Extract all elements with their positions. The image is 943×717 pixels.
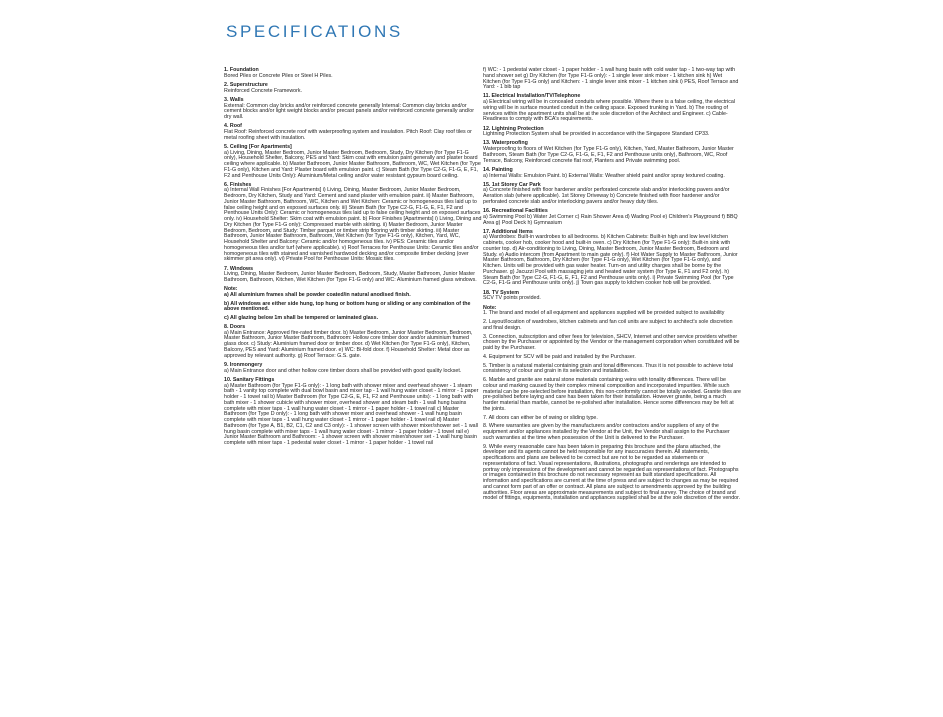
spec-section-heading: 15. 1st Storey Car Park bbox=[483, 181, 541, 188]
spec-section bbox=[483, 183, 741, 206]
spec-section bbox=[483, 168, 741, 180]
spec-section-text: SCV TV points provided. bbox=[483, 295, 541, 302]
note-item: b) All windows are either side hung, top hung or bottom hung or sliding or any combination of the above mentioned. bbox=[224, 300, 471, 313]
spec-section-text: a) Internal Walls: Emulsion Paint. b) External Walls: Weather shield paint and/or spray textured coating. bbox=[483, 172, 725, 179]
note-item: 5. Timber is a natural material containing grain and tonal differences. Thus it is not possible to achieve total consistency of colour and grain in its selection and installation. bbox=[483, 362, 734, 375]
spec-section bbox=[483, 127, 741, 139]
spec-section-text: Bored Piles or Concrete Piles or Steel H Piles. bbox=[224, 72, 333, 79]
spec-section-heading: 1. Foundation bbox=[224, 67, 259, 73]
note-item: a) All aluminium frames shall be powder coated/in natural anodised finish. bbox=[224, 291, 411, 298]
spec-section-text: a) Living, Dining, Master Bedroom, Junior Master Bedroom, Bedroom, Study, Dry Kitchen (for Type F1-G only), Household Shelter, Balcony, PES and Yard: Skim coat with emulsion paint generally and plaster board ceiling where applicable. b) Master Bathroom, Junior Master Bathroom, Bathroom, WC, Wet Kitchen (for Type F1-G only), Kitchen and Yard: Plaster board with emulsion paint. c) Steam Bath (for Type C2-G, F1-G, E, F1, F2 and Penthouse Units Only): Aluminium/Metal ceiling and/or water resistant gypsum board ceiling. bbox=[224, 149, 481, 179]
spec-section-text: a) Main Entrance: Approved fire-rated timber door. b) Master Bedroom, Junior Master Bedroom, Bedroom, Master Bathroom, Junior Master Bathroom, Bathroom: Hollow core timber door and/or aluminium framed glass door. c) Study: Aluminium framed door or timber door. d) Wet Kitchen (for Type F1-G only), Kitchen, Balcony, PES and Yard: Aluminium framed door. e) WC: Bi-fold door. f) Household Shelter: Metal door as approved by relevant authority. g) Roof Terrace: G.S. gate. bbox=[224, 329, 473, 359]
spec-section-heading: 8. Doors bbox=[224, 323, 246, 330]
spec-section-text: a) Swimming Pool b) Water Jet Corner c) Rain Shower Area d) Wading Pool e) Children's Playground f) BBQ Area g) Pool Deck h) Gymnasium bbox=[483, 213, 738, 226]
spec-section-text: Lightning Protection System shall be provided in accordance with the Singapore Standard CP33. bbox=[483, 131, 710, 138]
spec-section-heading: 5. Ceiling [For Apartments] bbox=[224, 143, 292, 150]
note-item: 7. All doors can either be of swing or sliding type. bbox=[483, 414, 598, 421]
spec-section bbox=[224, 145, 482, 180]
windows-note-label: Note: bbox=[224, 286, 238, 293]
spec-section bbox=[224, 68, 482, 80]
spec-section-heading: 3. Walls bbox=[224, 96, 244, 103]
spec-section-heading: 12. Lightning Protection bbox=[483, 125, 544, 132]
spec-section bbox=[483, 94, 741, 123]
spec-section-heading: 16. Recreational Facilities bbox=[483, 208, 548, 215]
spec-section-text: a) Master Bathroom (for Type F1-G only): - 1 long bath with shower mixer and overhead shower - 1 steam bath - 1 vanity top complete with dual bowl basin and mixer tap - 1 wall hung water closet - 1 mirror - 1 paper holder - 1 towel rail b) Master Bathroom (for Type C2-G, E, F1, F2 and Penthouse units): - 1 long bath with bath mixer - 1 shower cubicle with shower mixer, overhead shower and steam bath - 1 wall hung basins complete with mixer taps - 1 wall hung water closet - 1 mirror - 1 paper holder - 1 towel rail c) Master Bathroom (for Type D only): - 1 long bath with shower mixer and overhead shower - 1 wall hung basin complete with mixer taps - 1 wall hung water closet - 1 mirror - 1 paper holder - 1 towel rail d) Master Bathroom (for Type A, B1, B2, C1, C2 and C3 only): - 1 shower screen with shower mixer/shower set - 1 wall hung basin complete with mixer taps - 1 wall hung water closet - 1 mirror - 1 paper holder - 1 towel rail e) Junior Master Bathroom and Bathroom: - 1 shower screen with shower mixer/shower set - 1 wall hung basin complete with mixer taps - 1 pedestal water closet - 1 mirror - 1 paper holder - 1 towel rail bbox=[224, 382, 479, 447]
spec-section-text: Reinforced Concrete Framework. bbox=[224, 87, 303, 94]
spec-section bbox=[483, 291, 741, 303]
spec-section-heading: 10. Sanitary Fittings bbox=[224, 376, 275, 383]
right-column bbox=[483, 68, 741, 505]
spec-section-heading: 2. Superstructure bbox=[224, 81, 268, 88]
spec-section-text: a) Main Entrance door and other hollow core timber doors shall be provided with good quality lockset. bbox=[224, 367, 462, 374]
note-item: 4. Equipment for SCV will be paid and installed by the Purchaser. bbox=[483, 353, 636, 360]
note-item: 9. While every reasonable care has been taken in preparing this brochure and the plans attached, the developer and its agents cannot be held responsible for any inaccuracies therein. All statements, specifications and plans are believed to be correct but are not to be regarded as statements or representations of fact. Visual representations, illustrations, photographs and renderings are intended to portray only impressions of the development and cannot be regarded as representations of fact. Photographs or images contained in this brochure do not necessary represent as built standard specifications. All information and specifications are current at the time of press and are subject to changes as may be required and cannot form part of an offer or contract. All plans are subject to amendments approved by the building authorities. Floor areas are approximate measurements and subject to final survey. The choice of brand and model of fittings, equipments, installation and appliances supplied shall be at the sole discretion of the vendor. bbox=[483, 443, 741, 502]
spec-section-text: a) Wardrobes: Built-in wardrobes to all bedrooms. b) Kitchen Cabinets: Built-in high and low level kitchen cabinets, cooker hob, cooker hood and built-in oven. c) Dry Kitchen (for Type F1-G only): Built-in sink with counter top. d) Air-conditioning to Living, Dining, Master Bedroom, Junior Master Bedroom, Bedroom and Study. e) Audio intercom (from Apartment to main gate only). f) Hot Water Supply to Master Bathroom, Junior Master Bathroom, Bathroom, Dry Kitchen (for Type F1-G only), Wet Kitchen (for Type F1-G only), and Kitchen. Units will be provided with gas water heater. Turn-on and utility charges shall be borne by the Purchaser. g) Jacuzzi Pool with massaging jets and heated water system (for Type E, F1 and F2 only). h) Steam Bath (for Type C2-G, F1-G, E, F1, F2 and Penthouse units only). i) Private Swimming Pool (for Type C2-G, F1-G and Penthouse units only). j) Town gas supply to kitchen cooker hob will be provided. bbox=[483, 234, 738, 287]
spec-section bbox=[483, 68, 741, 91]
spec-section bbox=[483, 209, 741, 226]
spec-section-heading: 18. TV System bbox=[483, 289, 519, 296]
spec-section-heading: 11. Electrical Installation/TV/Telephone bbox=[483, 93, 581, 100]
page-title: SPECIFICATIONS bbox=[226, 22, 403, 41]
spec-section bbox=[483, 230, 741, 288]
note-item: 3. Connection, subscription and other fees for television, SHCV, Internet and other service providers whether chosen by the Purchaser or appointed by the Vendor or the management corporation when constituted will be paid by the Purchaser. bbox=[483, 333, 740, 352]
spec-section-heading: 6. Finishes bbox=[224, 181, 252, 188]
spec-section bbox=[224, 98, 482, 121]
spec-section bbox=[483, 141, 741, 164]
note-item: 2. Layout/location of wardrobes, kitchen cabinets and fan coil units are subject to architect's sole discretion and final design. bbox=[483, 319, 733, 331]
note-item: 8. Where warranties are given by the manufacturers and/or contractors and/or suppliers of any of the equipment and/or appliances installed by the Vendor at the Unit, the Vendor shall assign to the Purchaser such warranties at the time when possession of the Unit is delivered to the Purchaser. bbox=[483, 423, 730, 441]
spec-section bbox=[224, 267, 482, 284]
spec-section-heading: 7. Windows bbox=[224, 265, 254, 272]
spec-section bbox=[224, 183, 482, 264]
spec-section bbox=[224, 378, 482, 447]
general-note-label: Note: bbox=[483, 304, 497, 311]
spec-section bbox=[224, 83, 482, 95]
spec-section-text: f) WC: - 1 pedestal water closet - 1 paper holder - 1 wall hung basin with cold water tap - 1 two-way tap with hand shower set g) Dry Kitchen (for Type F1-G only): - 1 single lever sink mixer - 1 kitchen sink h) Wet Kitchen (for Type F1-G only) and Kitchen: - 1 single lever sink mixer - 1 kitchen sink i) PES, Roof Terrace and Yard: - 1 bib tap bbox=[483, 67, 739, 91]
spec-section-heading: 9. Ironmongery bbox=[224, 361, 263, 368]
spec-section-text: Flat Roof: Reinforced concrete roof with waterproofing system and insulation. Pitch Roof: Clay roof tiles or metal roofing sheet with insulation. bbox=[224, 128, 472, 141]
spec-section-text: External: Common clay bricks and/or reinforced concrete generally Internal: Common clay bricks and/or cement blocks and/or light weight blocks and/or precast panels and/or reinforced concrete generally and/or dry wall. bbox=[224, 102, 474, 121]
spec-section-heading: 14. Painting bbox=[483, 166, 513, 173]
spec-section-text: Waterproofing to floors of Wet Kitchen (for Type F1-G only), Kitchen, Yard, Master Bathroom, Junior Master Bathroom, Steam Bath (for Type C2-G, F1-G, E, F1, F2 and Penthouse units only), Bathroom, WC, Roof Terrace, Balcony, Reinforced concrete flat roof, Planters and Private swimming pool. bbox=[483, 146, 734, 164]
spec-section-heading: 4. Roof bbox=[224, 123, 242, 130]
note-item: 6. Marble and granite are natural stone materials containing veins with tonality differences. There will be colour and marking caused by their complex mineral composition and incorporated impurities. While such material can be pre-selected before installation, this non-conformity cannot be totally avoided. Granite tiles are pre-polished before laying and care has been taken for their installation. However granite, being a much harder material than marble, cannot be re-polished after installation. Hence some differences may be felt at the joints. bbox=[483, 377, 741, 412]
spec-section-text: a) Electrical wiring will be in concealed conduits where possible. Where there is a false ceiling, the electrical wiring will be in surface mounted conduit in the ceiling space. Exposed trunking in Yard. b) The routing of services within the apartment units shall be at the sole discretion of the Architect and Engineer. c) Cable-Readiness to comply with BCA's requirements. bbox=[483, 99, 736, 123]
spec-section-heading: 17. Additional Items bbox=[483, 228, 533, 235]
spec-section-heading: 13. Waterproofing bbox=[483, 140, 528, 147]
spec-section bbox=[224, 325, 482, 360]
spec-section-text: a) Concrete finished with floor hardener and/or perforated concrete slab and/or interlocking pavers and/or Aeration slab (where applicable). 1st Storey Driveway b) Concrete finished with floor hardener and/or perforated concrete slab and/or interlocking pavers and/or heavy duty tiles. bbox=[483, 187, 730, 205]
spec-section-text: a) Internal Wall Finishes [For Apartments] i) Living, Dining, Master Bedroom, Junior Master Bedroom, Bedroom, Dry Kitchen, Study and Yard: Cement and sand plaster with emulsion paint. ii) Master Bathroom, Junior Master Bathroom, Bathroom, WC, Kitchen and Wet Kitchen: Ceramic or homogeneous tiles laid up to false ceiling height and on exposed surfaces only. iii) Steam Bath (for Type C2-G, F1-G, E, F1, F2 and Penthouse Units Only): Ceramic or homogeneous tiles laid up to false ceiling height and on exposed surfaces only. iv) Household Shelter: Skim coat with emulsion paint. b) Floor Finishes [Apartments] i) Living, Dining and Dry Kitchen (for Type F1-G only): Compressed marble with skirting. ii) Master Bedroom, Junior Master Bedroom, Bedroom, and Study: Timber parquet or timber strip flooring with timber skirting. iii) Master Bathroom, Junior Master Bathroom, Bathroom, Wet Kitchen (for Type F1-G only), Kitchen, Yard, WC, Household Shelter and Balcony: Ceramic and/or homogeneous tiles. iv) PES: Ceramic tiles and/or homogeneous tiles and/or turf (where applicable). v) Roof Terraces for Penthouse Units: Ceramic tiles and/or homogeneous tiles with stained and varnished hardwood decking and/or composite timber decking (over skimmer pit area only). vi) Private Pool for Penthouse Units: Mosaic tiles. bbox=[224, 187, 482, 263]
note-item: c) All glazing below 1m shall be tempered or laminated glass. bbox=[224, 315, 379, 322]
spec-section bbox=[224, 124, 482, 141]
note-item: 1. The brand and model of all equipment and appliances supplied will be provided subject to availability bbox=[483, 310, 725, 317]
spec-section-text: Living, Dining, Master Bedroom, Junior Master Bedroom, Bedroom, Study, Master Bathroom, Junior Master Bathroom, Bathroom, Kitchen, Wet Kitchen (for Type F1-G only) and WC: Aluminium framed glass windows. bbox=[224, 271, 477, 284]
spec-section bbox=[224, 363, 482, 375]
left-column bbox=[224, 68, 482, 450]
